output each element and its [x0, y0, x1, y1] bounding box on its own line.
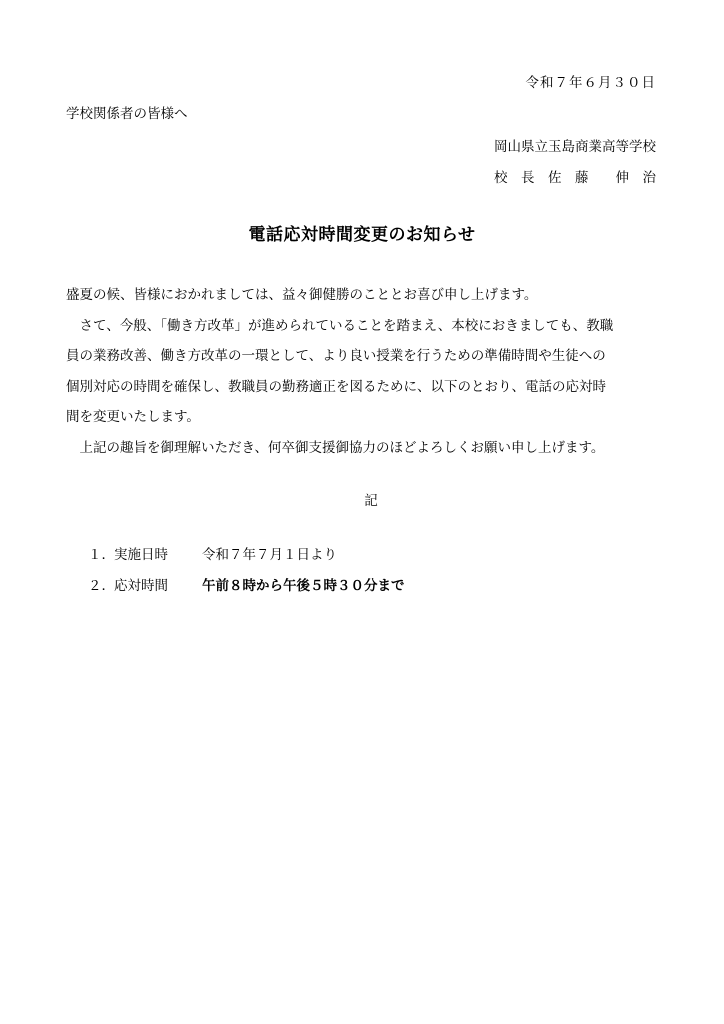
item-value: 令和７年７月１日より: [202, 547, 337, 563]
paragraph-main-line2: 員の業務改善、働き方改革の一環として、より良い授業を行うための準備時間や生徒への: [66, 348, 606, 364]
body-text: [66, 280, 660, 463]
paragraph-main-line1: さて、今般、「働き方改革」が進められていることを踏まえ、本校におきましても、教職: [79, 317, 614, 334]
paragraph-greeting: 盛夏の候、皆様におかれましては、益々御健勝のこととお喜び申し上げます。: [66, 287, 538, 303]
paragraph-main-line3: 個別対応の時間を確保し、教職員の勤務適正を図るために、以下のとおり、電話の応対時: [66, 378, 606, 395]
item-label: 実施日時: [114, 547, 168, 563]
addressee: 学校関係者の皆様へ: [66, 106, 188, 122]
ki-heading: 記: [364, 493, 378, 509]
item-response-hours: [88, 578, 405, 594]
paragraph-closing: 上記の趣旨を御理解いただき、何卒御支援御協力のほどよろしくお願い申し上げます。: [79, 439, 605, 456]
school-name: 岡山県立玉島商業高等学校: [494, 139, 656, 155]
item-number: ２．: [88, 578, 115, 594]
item-implementation-date: [88, 547, 337, 563]
paragraph-main-line4: 間を変更いたします。: [66, 409, 200, 425]
item-number: １．: [88, 547, 115, 563]
document-title: 電話応対時間変更のお知らせ: [248, 225, 476, 245]
principal-name: 校 長 佐 藤 伸 治: [494, 170, 656, 186]
item-value: 午前８時から午後５時３０分まで: [202, 578, 405, 594]
item-label: 応対時間: [114, 578, 168, 594]
issue-date: 令和７年６月３０日: [525, 75, 656, 91]
